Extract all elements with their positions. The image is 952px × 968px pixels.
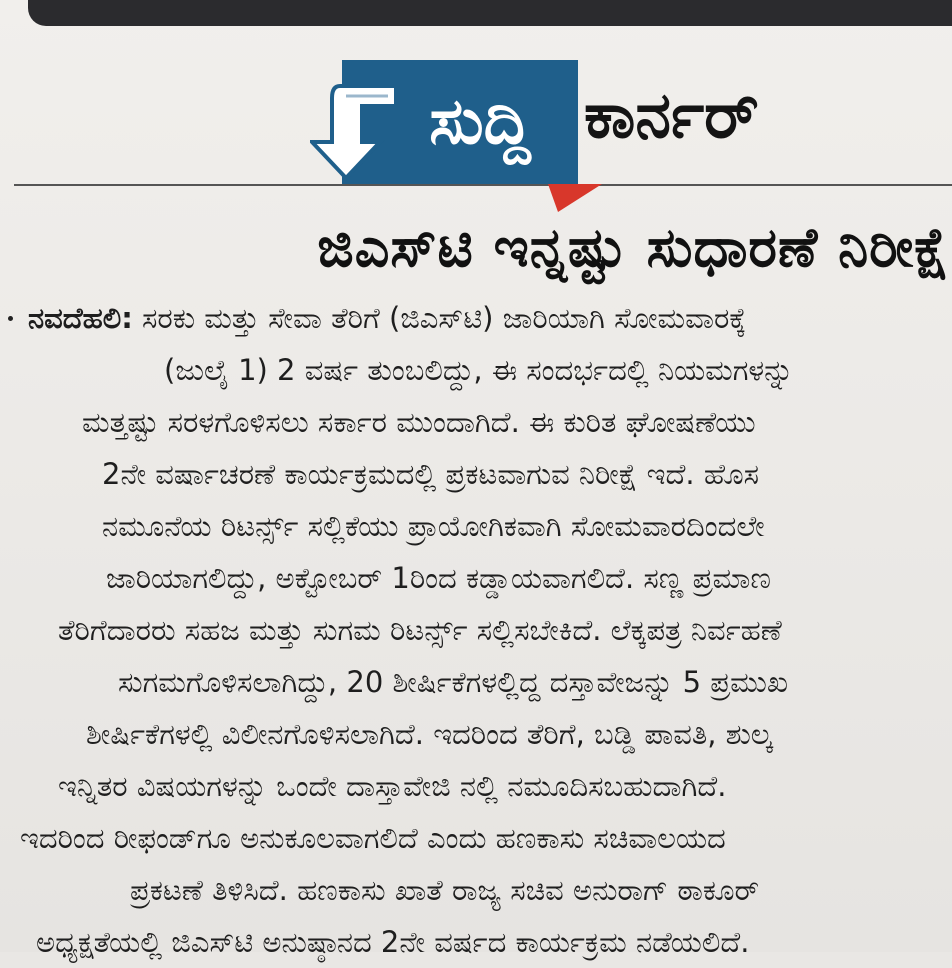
- body-line: ಇದರಿಂದ ರೀಫಂಡ್‌ಗೂ ಅನುಕೂಲವಾಗಲಿದೆ ಎಂದು ಹಣಕಾಸು ಸಚಿವಾಲಯದ: [20, 821, 726, 855]
- article-headline: ಜಿಎಸ್‌ಟಿ ಇನ್ನಷ್ಟು ಸುಧಾರಣೆ ನಿರೀಕ್ಷೆ: [317, 216, 950, 279]
- down-arrow-icon: [310, 72, 402, 182]
- body-line: 2ನೇ ವರ್ಷಾಚರಣೆ ಕಾರ್ಯಕ್ರಮದಲ್ಲಿ ಪ್ರಕಟವಾಗುವ ನಿರೀಕ್ಷೆ ಇದೆ. ಹೊಸ: [102, 457, 759, 491]
- body-line: ಅಧ್ಯಕ್ಷತೆಯಲ್ಲಿ ಜಿಎಸ್‌ಟಿ ಅನುಷ್ಠಾನದ 2ನೇ ವರ್ಷದ ಕಾರ್ಯಕ್ರಮ ನಡೆಯಲಿದೆ.: [36, 925, 750, 959]
- body-line: (ಜುಲೈ 1) 2 ವರ್ಷ ತುಂಬಲಿದ್ದು, ಈ ಸಂದರ್ಭದಲ್ಲಿ ನಿಯಮಗಳನ್ನು: [164, 353, 794, 387]
- column-logo-left-text: ಸುದ್ದಿ: [429, 85, 531, 159]
- header-rule: [14, 184, 952, 186]
- dateline: ನವದೆಹಲಿ:: [28, 301, 133, 335]
- top-dark-band: [28, 0, 952, 26]
- body-line: ನವದೆಹಲಿ: ಸರಕು ಮತ್ತು ಸೇವಾ ತೆರಿಗೆ (ಜಿಎಸ್‌ಟಿ) ಜಾರಿಯಾಗಿ ಸೋಮವಾರಕ್ಕೆ: [28, 301, 747, 335]
- body-line: ತೆರಿಗೆದಾರರು ಸಹಜ ಮತ್ತು ಸುಗಮ ರಿಟರ್ನ್ಸ್ ಸಲ್ಲಿಸಬೇಕಿದೆ. ಲೆಕ್ಕಪತ್ರ ನಿರ್ವಹಣೆ: [58, 613, 782, 647]
- article-body: [14, 292, 948, 968]
- body-line: ನಮೂನೆಯ ರಿಟರ್ನ್ಸ್ ಸಲ್ಲಿಕೆಯು ಪ್ರಾಯೋಗಿಕವಾಗಿ ಸೋಮವಾರದಿಂದಲೇ: [102, 509, 765, 543]
- body-line: ಜಾರಿಯಾಗಲಿದ್ದು, ಅಕ್ಟೋಬರ್ 1ರಿಂದ ಕಡ್ಡಾಯವಾಗಲಿದೆ. ಸಣ್ಣ ಪ್ರಮಾಣ: [106, 561, 771, 595]
- body-line: ಪ್ರಕಟಣೆ ತಿಳಿಸಿದೆ. ಹಣಕಾಸು ಖಾತೆ ರಾಜ್ಯ ಸಚಿವ ಅನುರಾಗ್ ಠಾಕೂರ್: [130, 873, 760, 907]
- body-line: ಸುಗಮಗೊಳಿಸಲಾಗಿದ್ದು, 20 ಶೀರ್ಷಿಕೆಗಳಲ್ಲಿದ್ದ ದಸ್ತಾವೇಜನ್ನು 5 ಪ್ರಮುಖ: [118, 665, 789, 699]
- column-logo-right-text: ಕಾರ್ನರ್: [584, 79, 759, 153]
- bullet-dot: [8, 316, 13, 321]
- body-line: ಇನ್ನಿತರ ವಿಷಯಗಳನ್ನು ಒಂದೇ ದಾಸ್ತಾವೇಜಿ ನಲ್ಲಿ ನಮೂದಿಸಬಹುದಾಗಿದೆ.: [58, 769, 727, 803]
- body-line: ಶೀರ್ಷಿಕೆಗಳಲ್ಲಿ ವಿಲೀನಗೊಳಿಸಲಾಗಿದೆ. ಇದರಿಂದ ತೆರಿಗೆ, ಬಡ್ಡಿ ಪಾವತಿ, ಶುಲ್ಕ: [86, 717, 773, 751]
- body-line: ಮತ್ತಷ್ಟು ಸರಳಗೊಳಿಸಲು ಸರ್ಕಾರ ಮುಂದಾಗಿದೆ. ಈ ಕುರಿತ ಘೋಷಣೆಯು: [82, 405, 756, 439]
